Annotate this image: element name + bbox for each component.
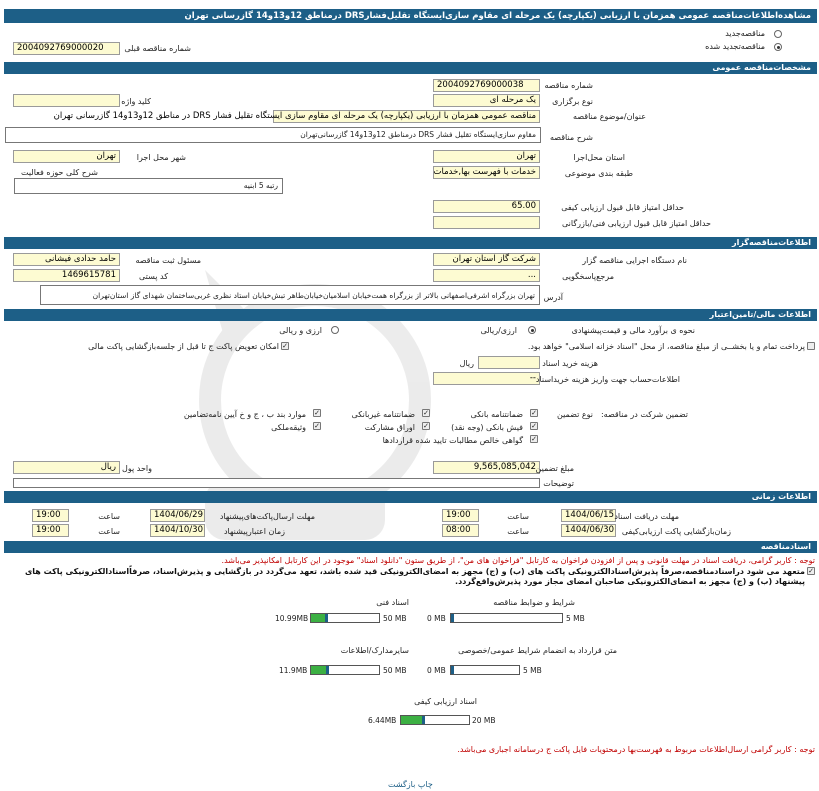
- postal-label: کد پستی: [139, 272, 168, 281]
- doc-deadline-date[interactable]: 1404/06/15: [561, 509, 616, 522]
- method-currency-and-rial-radio[interactable]: [331, 326, 339, 334]
- tender-title-label: عنوان/موضوع مناقصه: [573, 112, 646, 121]
- cash-receipt-checkbox[interactable]: ✓: [531, 422, 537, 430]
- envelope-change-label: امکان تعویض پاکت ج تا قبل از جلسه‌بازگشایی پاکت مالی: [88, 342, 279, 351]
- doc-deadline-time-label: ساعت: [507, 512, 529, 521]
- address-label: آدرس: [543, 293, 563, 302]
- new-tender-label: مناقصه‌جدید: [725, 29, 765, 38]
- p4-max: 50 MB: [383, 666, 407, 675]
- p3-progress: [450, 665, 520, 675]
- doc-cost-unit: ریال: [459, 359, 474, 368]
- postal-field[interactable]: 1469615781: [13, 269, 120, 282]
- prev-number-field[interactable]: 2004092769000020: [13, 42, 120, 55]
- nonbank-guarantee-checkbox[interactable]: ✓: [423, 409, 429, 417]
- p1-marker: [451, 614, 454, 622]
- doc-deadline-label: مهلت دریافت اسناد: [614, 512, 679, 521]
- guarantee-amount-field[interactable]: 9,565,085,042: [433, 461, 540, 474]
- docs-note-download: توجه : کاربر گرامی، دریافت اسناد در مهلت قانونی و پس از افزودن فراخوان به کارتابل "فراخوان های من"، از طریق ستون "دانلود اسناد" موجود در این کارتابل امکانپذیر می‌باشد.: [221, 556, 815, 565]
- min-quality-field[interactable]: 65.00: [433, 200, 540, 213]
- currency-field[interactable]: ریال: [13, 461, 120, 474]
- p3-max: 5 MB: [523, 666, 542, 675]
- send-deadline-time[interactable]: 19:00: [32, 509, 69, 522]
- org-name-label: نام دستگاه اجرایی مناقصه گزار: [582, 256, 687, 265]
- p5-max: 20 MB: [472, 716, 496, 725]
- g7-label: گواهی خالص مطالبات تایید شده قراردادها: [382, 436, 523, 445]
- officer-label: مسئول ثبت مناقصه: [135, 256, 201, 265]
- method-label: نحوه ی برآورد مالی و قیمت‌پیشنهادی: [571, 326, 695, 335]
- renewed-tender-label: مناقصه‌تجدید شده: [705, 42, 765, 51]
- receivables-checkbox[interactable]: ✓: [531, 435, 537, 443]
- city-field[interactable]: تهران: [13, 150, 120, 163]
- p5-fill: [401, 716, 423, 724]
- treasury-checkbox[interactable]: [807, 342, 815, 350]
- validity-time-label: ساعت: [98, 527, 120, 536]
- account-field[interactable]: --: [433, 372, 540, 385]
- prev-number-label: شماره مناقصه قبلی: [124, 44, 191, 53]
- address-box: تهران بزرگراه اشرفی‌اصفهانی بالاتر از بزرگراه همت‌خیابان اسلامیان‌خیابان‌طاهر تبش‌خیابان استاد نظری غربی‌ساختمان شهدای گاز استان‌تهران: [40, 285, 540, 305]
- bonds-checkbox[interactable]: ✓: [423, 422, 429, 430]
- p2-progress: [310, 613, 380, 623]
- p1-used: 0 MB: [427, 614, 446, 623]
- org-name-field[interactable]: شرکت گاز استان تهران: [433, 253, 540, 266]
- send-deadline-date[interactable]: 1404/06/29: [150, 509, 205, 522]
- docs-header: اسنادمناقصه: [4, 541, 817, 553]
- method-opt2-label: ارزی و ریالی: [279, 326, 322, 335]
- p1-max: 5 MB: [566, 614, 585, 623]
- p1-progress: [450, 613, 563, 623]
- keyword-field[interactable]: [13, 94, 120, 107]
- p3-used: 0 MB: [427, 666, 446, 675]
- g2-label: ضمانتنامه غیربانکی: [351, 410, 415, 419]
- doc-deadline-time[interactable]: 19:00: [442, 509, 479, 522]
- category-field[interactable]: خدمات با فهرست بها,خدمات: [433, 166, 540, 179]
- print-back-link[interactable]: چاپ بازگشت: [388, 780, 433, 789]
- p5-progress: [400, 715, 470, 725]
- doc-cost-label: هزینه خرید اسناد: [542, 359, 598, 368]
- currency-label: واحد پول: [122, 464, 152, 473]
- guarantee-type-label: نوع تضمین: [557, 410, 593, 419]
- regulation-items-checkbox[interactable]: ✓: [314, 409, 320, 417]
- renewed-tender-radio[interactable]: [774, 43, 782, 51]
- new-tender-radio[interactable]: [774, 30, 782, 38]
- p2-used: 10.99MB: [275, 614, 309, 623]
- g4-label: فیش بانکی (وجه نقد): [451, 423, 523, 432]
- p4-progress: [310, 665, 380, 675]
- validity-date[interactable]: 1404/10/30: [150, 524, 205, 537]
- officer-field[interactable]: حامد حدادی فیشانی: [13, 253, 120, 266]
- general-header: مشخصات‌مناقصه عمومی: [4, 62, 817, 74]
- tender-number-field[interactable]: 2004092769000038: [433, 79, 540, 92]
- ref-field[interactable]: ...: [433, 269, 540, 282]
- open-time[interactable]: 08:00: [442, 524, 479, 537]
- time-header: اطلاعات زمانی: [4, 491, 817, 503]
- guarantee-amount-label: مبلغ تضمین: [535, 464, 574, 473]
- p4-fill: [311, 666, 327, 674]
- envelope-change-checkbox[interactable]: ✓: [282, 342, 288, 350]
- validity-time[interactable]: 19:00: [32, 524, 69, 537]
- guarantee-label: تضمین شرکت در مناقصه:: [600, 410, 688, 419]
- tender-desc-box: مقاوم سازی‌ایستگاه تقلیل فشار DRS درمناطق 12و13و14 گازرسانی‌تهران: [5, 127, 541, 143]
- p4-marker: [326, 666, 329, 674]
- p4-used: 11.9MB: [279, 666, 308, 675]
- page-title: مشاهده‌اطلاعات‌مناقصه عمومی همزمان با ارزیابی (یکپارچه) یک مرحله ای مقاوم سازی‌ایستگاه تقلیل‌فشارDRS درمناطق 12و13و14 گازرسانی تهران: [4, 9, 817, 23]
- keyword-label: کلید واژه: [121, 97, 151, 106]
- tender-type-field[interactable]: یک مرحله ای: [433, 94, 540, 107]
- p2-label: اسناد فنی: [376, 598, 409, 607]
- p5-label: اسناد ارزیابی کیفی: [414, 697, 477, 706]
- doc-cost-field[interactable]: [478, 356, 540, 369]
- method-currency-rial-radio[interactable]: [528, 326, 536, 334]
- min-quality-label: حداقل امتیاز قابل قبول ارزیابی کیفی: [561, 203, 684, 212]
- tender-title-field[interactable]: مناقصه عمومی همزمان با ارزیابی (یکپارچه) یک مرحله ای مقاوم سازی ایستگاه تقلیل فشار DRS در مناطق 12و13و14 گازرسانی تهران: [273, 110, 540, 123]
- p2-max: 50 MB: [383, 614, 407, 623]
- p4-label: سایرمدارک/اطلاعات: [340, 646, 409, 655]
- property-bond-checkbox[interactable]: ✓: [314, 422, 320, 430]
- g1-label: ضمانتنامه بانکی: [470, 410, 523, 419]
- account-label: اطلاعات‌حساب جهت واریز هزینه خریداسناد: [535, 375, 680, 384]
- activity-box: رتبه 5 ابنیه: [14, 178, 283, 194]
- docs-note-pricelist: توجه : کاربر گرامی ارسال‌اطلاعات مربوط به فهرست‌بها درمحتویات فایل پاکت ج درسامانه اجباری می‌باشد.: [457, 745, 815, 754]
- g3-label: موارد بند ب ، ج و خ آیین نامه‌تضامین: [183, 410, 306, 419]
- province-label: استان محل‌اجرا: [573, 153, 625, 162]
- ref-label: مرجع‌پاسخگویی: [562, 272, 614, 281]
- tender-number-label: شماره مناقصه: [544, 81, 593, 90]
- notes-box: [13, 478, 540, 488]
- finance-header: اطلاعات مالی/تامین‌اعتبار: [4, 309, 817, 321]
- org-header: اطلاعات‌مناقصه‌گزار: [4, 237, 817, 249]
- activity-label: شرح کلی حوزه فعالیت: [21, 168, 98, 177]
- open-time-label: ساعت: [507, 527, 529, 536]
- tender-type-label: نوع برگزاری: [552, 97, 593, 106]
- open-label: زمان‌بازگشایی پاکت ارزیابی‌کیفی: [621, 527, 731, 536]
- send-deadline-time-label: ساعت: [98, 512, 120, 521]
- min-tech-label: حداقل امتیاز قابل قبول ارزیابی فنی/بازرگانی: [562, 219, 711, 228]
- esign-commit-text: متعهد می شود دراسنادمناقصه،صرفاً پذیرش‌اسنادالکترونیکی پاکت های (ب) و (ج) مجهز به امضای‌الکترونیکی قید شده باشد، تعهد می‌گردد در بازگشایی و پذیرش‌اسناد، صرفاً‌اسنادالکترونیکی پاکت های پیشنهاد (ب) و (ج) مجهز به امضای‌الکترونیکی صاحبان امضای مجاز مورد پذیرش‌واقع‌گردد.: [24, 567, 805, 586]
- esign-commit-checkbox[interactable]: ✓: [808, 567, 814, 575]
- validity-label: زمان اعتبار‌پیشنهاد: [223, 527, 285, 536]
- tender-desc-label: شرح مناقصه: [549, 133, 593, 142]
- send-deadline-label: مهلت ارسال‌پاکت‌های‌پیشنهاد: [219, 512, 315, 521]
- bank-guarantee-checkbox[interactable]: ✓: [531, 409, 537, 417]
- g6-label: وثیقه‌ملکی: [271, 423, 306, 432]
- p1-label: شرایط و ضوابط مناقصه: [493, 598, 575, 607]
- min-tech-field[interactable]: [433, 216, 540, 229]
- treasury-label: پرداخت تمام و یا بخشــی از مبلغ مناقصه، از محل "اسناد خزانه اسلامی" خواهد بود.: [527, 342, 805, 351]
- category-label: طبقه بندی موضوعی: [564, 169, 633, 178]
- open-date[interactable]: 1404/06/30: [561, 524, 616, 537]
- province-field[interactable]: تهران: [433, 150, 540, 163]
- method-opt1-label: ارزی/ریالی: [480, 326, 517, 335]
- g5-label: اوراق مشارکت: [364, 423, 415, 432]
- p2-fill: [311, 614, 326, 622]
- p2-marker: [325, 614, 328, 622]
- city-label: شهر محل اجرا: [136, 153, 186, 162]
- p3-label: متن قرارداد به انضمام شرایط عمومی/خصوصی: [458, 646, 617, 655]
- p5-used: 6.44MB: [368, 716, 397, 725]
- notes-label: توضیحات: [543, 479, 574, 488]
- p3-marker: [451, 666, 454, 674]
- p5-marker: [422, 716, 425, 724]
